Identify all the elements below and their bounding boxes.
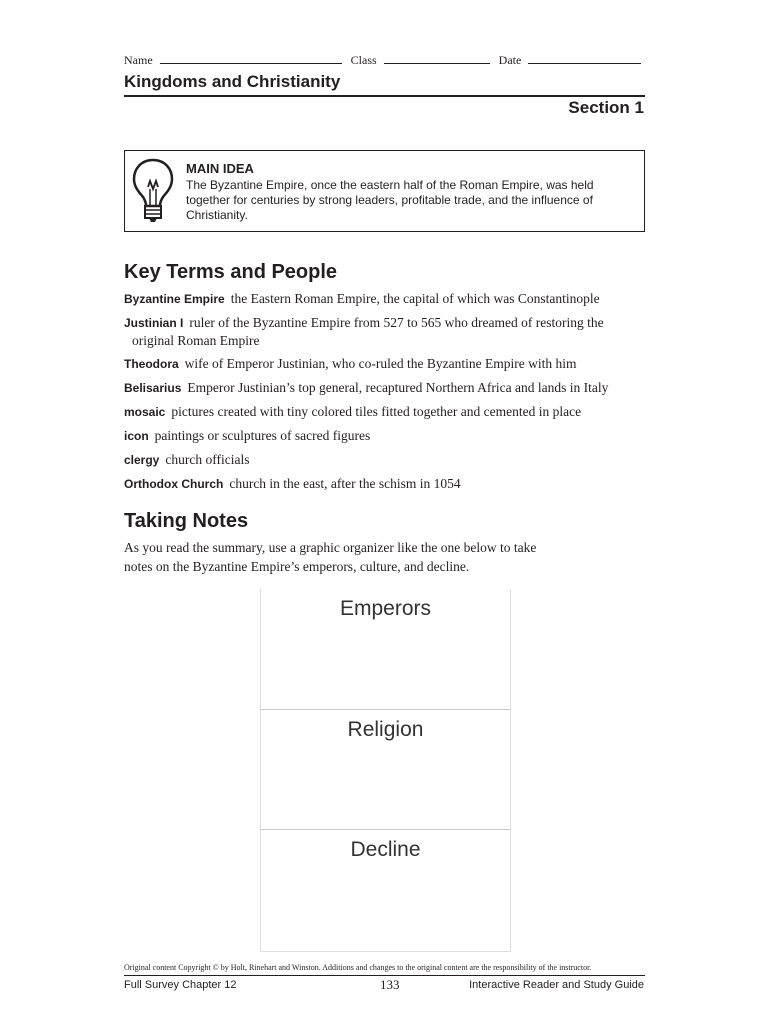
chapter-title: Kingdoms and Christianity [124,72,341,91]
date-field[interactable] [528,52,641,64]
class-label: Class [350,53,377,67]
taking-notes-intro: As you read the summary, use a graphic organizer like the one below to take notes on the Byzantine Empire’s emperors, culture, and decline. [124,540,537,574]
term-definition: church officials [165,452,250,467]
copyright-notice: Original content Copyright © by Holt, Rinehart and Winston. Additions and changes to the original content are the responsibility of the instructor. [124,963,592,972]
term-definition: wife of Emperor Justinian, who co-ruled the Byzantine Empire with him [184,356,577,371]
term-item [124,427,648,445]
term-name: clergy [124,453,160,467]
term-name: icon [124,429,149,443]
term-definition: pictures created with tiny colored tiles fitted together and cemented in place [171,404,582,419]
organizer-cell-decline[interactable] [261,829,510,950]
organizer-cell-religion[interactable] [261,709,510,830]
term-definition: church in the east, after the schism in 1054 [229,476,461,491]
main-idea-text: The Byzantine Empire, once the eastern half of the Roman Empire, was held together for centuries by strong leaders, profitable trade, and the influence of Christianity. [186,178,594,222]
taking-notes-heading: Taking Notes [124,510,249,532]
key-terms-list [124,290,648,499]
organizer-label: Religion [347,718,424,741]
organizer-label: Emperors [339,597,432,620]
term-name: Justinian I [124,316,184,330]
key-terms-heading: Key Terms and People [124,261,338,283]
section-label: Section 1 [568,98,644,117]
main-idea-heading: MAIN IDEA [186,161,254,176]
term-item [124,379,648,397]
main-idea-box [124,150,645,232]
term-name: Orthodox Church [124,477,224,491]
footer-chapter: Full Survey Chapter 12 [124,979,237,991]
term-definition: ruler of the Byzantine Empire from 527 to 565 who dreamed of restoring the original Roman Empire [132,315,604,348]
organizer-cell-emperors[interactable] [261,589,510,709]
student-info-line [124,52,644,68]
footer-book-title: Interactive Reader and Study Guide [469,979,644,991]
class-field[interactable] [384,52,490,64]
term-definition: the Eastern Roman Empire, the capital of which was Constantinople [230,291,600,306]
term-item [124,403,648,421]
page-number: 133 [380,977,400,992]
name-field[interactable] [160,52,342,64]
term-definition: paintings or sculptures of sacred figures [154,428,371,443]
date-label: Date [498,53,522,67]
term-item [124,475,648,493]
lightbulb-icon [130,157,176,223]
footer-divider [124,975,645,976]
term-name: Byzantine Empire [124,292,225,306]
term-definition: Emperor Justinian’s top general, recaptured Northern Africa and lands in Italy [187,380,609,395]
name-label: Name [124,53,153,67]
term-item [124,314,648,349]
term-name: mosaic [124,405,166,419]
term-item [124,290,648,308]
term-name: Theodora [124,357,179,371]
term-item [124,355,648,373]
term-item [124,451,648,469]
organizer-label: Decline [350,838,421,861]
graphic-organizer [260,589,511,952]
title-divider [124,95,645,97]
term-name: Belisarius [124,381,182,395]
